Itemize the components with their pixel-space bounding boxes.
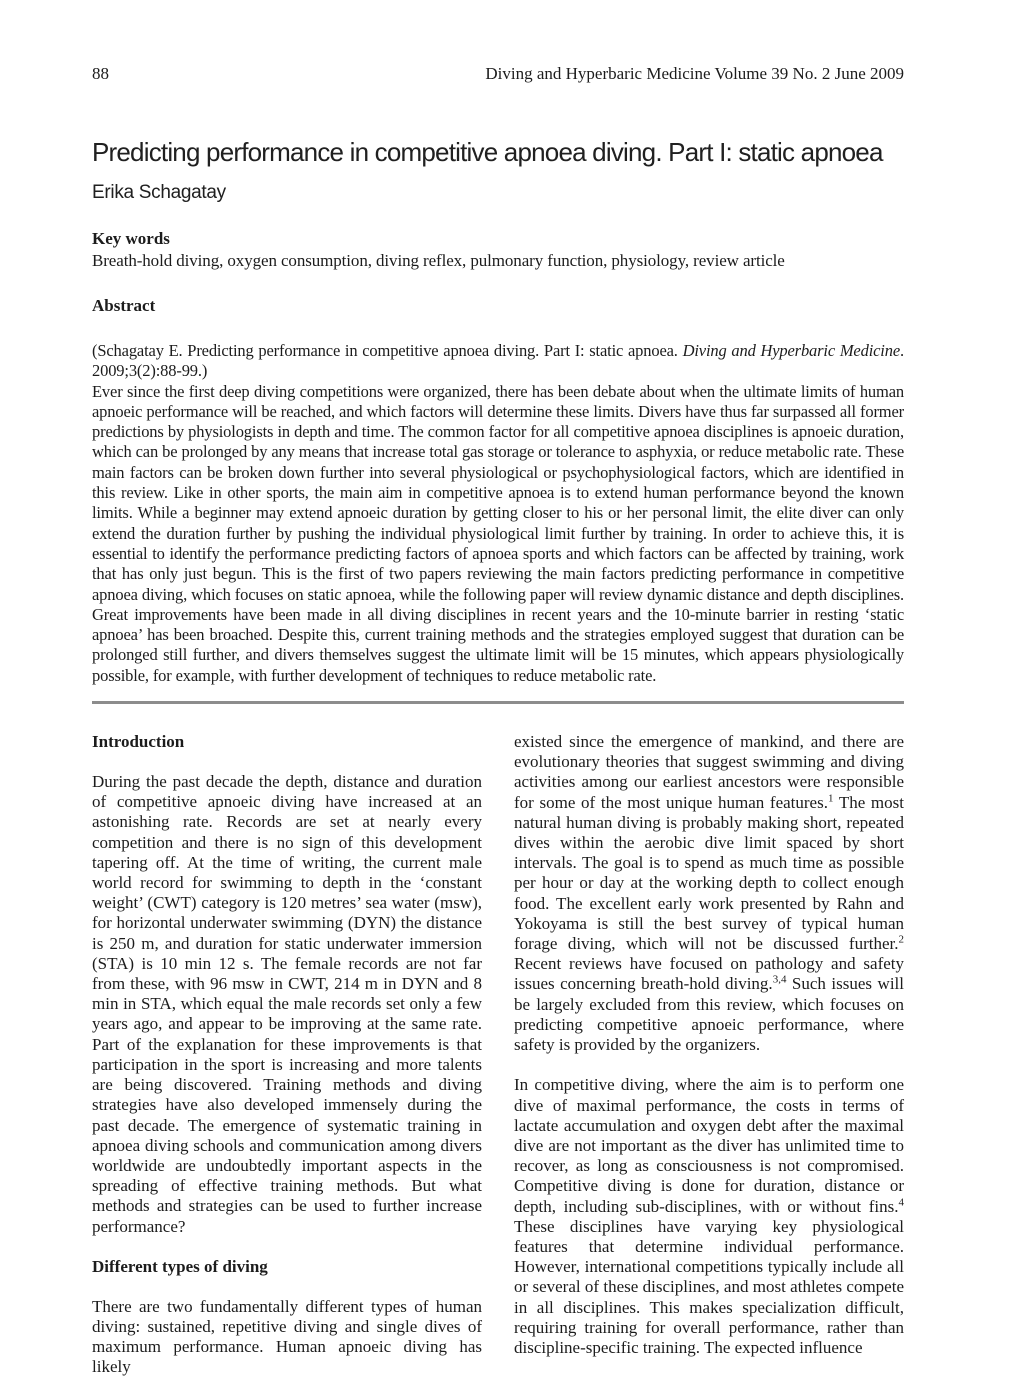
- citation-journal-italic: Diving and Hyperbaric Medicine: [682, 341, 901, 360]
- reference-superscript: 3,4: [772, 973, 787, 986]
- paragraph-text: Recent reviews have focused on pathology and safety issues concerning breath-hold diving.: [514, 954, 904, 994]
- section-divider-rule: [92, 701, 904, 704]
- journal-title-header: Diving and Hyperbaric Medicine Volume 39 No. 2 June 2009: [485, 64, 904, 83]
- paragraph-text: existed since the emergence of mankind, and there are evolutionary theories that suggest swimming and diving activities among our earliest ancestors were responsible for some of the most unique human features.: [514, 732, 904, 812]
- reference-superscript: 2: [898, 933, 904, 946]
- right-column: [514, 732, 904, 1397]
- abstract-heading: Abstract: [92, 296, 156, 315]
- body-paragraph: [92, 772, 482, 1237]
- section-heading: Different types of diving: [92, 1256, 268, 1276]
- paragraph-text: These disciplines have varying key physiological features that determine individual performance. However, international competitions typically include all or several of these disciplines, and most athletes compete in all disciplines. This makes specialization difficult, requiring training for overall performance, rather than discipline-specific training. The expected influence: [514, 1216, 904, 1357]
- article-title: Predicting performance in competitive apnoea diving. Part I: static apnoea: [92, 137, 883, 167]
- author-name: Erika Schagatay: [92, 182, 226, 203]
- body-paragraph: [514, 1075, 904, 1358]
- paragraph-text: Such issues will be largely excluded from this review, which focuses on predicting competitive apnoeic performance, where safety is provided by the organizers.: [514, 974, 904, 1055]
- left-column: [92, 732, 482, 1397]
- paragraph-text: In competitive diving, where the aim is to perform one dive of maximal performance, the costs in terms of lactate accumulation and oxygen debt after the maximal dive are not important as the diver has unlimited time to recover, as long as consciousness is not compromised. Competitive diving is done for duration, distance or depth, including sub-disciplines, with or without fins.: [514, 1075, 904, 1216]
- page-number: 88: [92, 64, 109, 83]
- abstract-body: Ever since the first deep diving competitions were organized, there has been debate about when the ultimate limits of human apnoeic performance will be reached, and which factors will determine these limits. Divers have thus far surpassed all former predictions by physiologists in depth and time. The common factor for all competitive apnoea disciplines is apnoeic duration, which can be prolonged by any means that increase total gas storage or tolerance to asphyxia, or reduce metabolic rate. These main factors can be broken down further into several physiological or psychophysiological factors, which are identified in this review. Like in other sports, the main aim in competitive apnoea is to extend human performance beyond the known limits. While a beginner may extend apnoeic duration by getting closer to his or her personal limit, the elite diver can only extend the duration further by pushing the individual physiological limit further by training. In order to achieve this, it is essential to identify the performance predicting factors of apnoea sports and which factors can be affected by training, work that has only just begun. This is the first of two papers reviewing the main factors predicting performance in competitive apnoea diving, which focuses on static apnoea, while the following paper will review dynamic distance and depth disciplines. Great improvements have been made in all diving disciplines in recent years and the 10-minute barrier in resting ‘static apnoea’ has been broached. Despite this, current training methods and the strategies employed suggest that duration can be prolonged still further, and divers themselves suggest the ultimate limit will be 15 minutes, which appears physiologically possible, for example, with further development of techniques to reduce metabolic rate.: [92, 381, 904, 685]
- reference-superscript: 4: [898, 1195, 904, 1208]
- body-paragraph: [92, 1297, 482, 1378]
- keywords-text: Breath-hold diving, oxygen consumption, diving reflex, pulmonary function, physiology, review article: [92, 251, 785, 270]
- paragraph-text: The most natural human diving is probably making short, repeated dives within the aerobic dive limit spaced by short intervals. The goal is to spend as much time as possible per hour or day at the working depth to collect enough food. The excellent early work presented by Rahn and Yokoyama is still the best survey of typical human forage diving, which will not be discussed further.: [514, 792, 904, 954]
- two-column-body: [92, 732, 904, 1397]
- citation-suffix: . 2009;3(2):88-99.): [92, 341, 904, 381]
- paragraph-text: There are two fundamentally different types of human diving: sustained, repetitive diving and single dives of maximum performance. Human apnoeic diving has likely: [92, 1296, 482, 1377]
- article-content: [92, 0, 904, 1398]
- keywords-heading: Key words: [92, 229, 170, 248]
- body-paragraph: [514, 732, 904, 1055]
- reference-superscript: 1: [827, 792, 834, 804]
- section-heading: Introduction: [92, 732, 185, 752]
- abstract-citation: [92, 341, 904, 382]
- paragraph-text: During the past decade the depth, distance and duration of competitive apnoeic diving have increased at an astonishing rate. Records are set at nearly every competition and there is no sign of this development tapering off. At the time of writing, the current male world record for swimming to depth in the ‘constant weight’ (CWT) category is 120 metres’ sea water (msw), for horizontal underwater swimming (DYN) the distance is 250 m, and duration for static underwater immersion (STA) is 10 min 12 s. The female records are not far from these, with 96 msw in CWT, 214 m in DYN and 8 min in STA, which equal the male records set only a few years ago, and appear to be improving at the same rate. Part of the explanation for these improvements is that participation in the sport is increasing and more talents are being discovered. Training methods and diving strategies have also developed immensely during the past decade. The emergence of systematic training in apnoea diving schools and communication among divers worldwide are undoubtedly important aspects in the spreading of effective training methods. But what methods and strategies can be used to further increase performance?: [92, 772, 482, 1236]
- running-header: [92, 64, 904, 84]
- citation-prefix: (Schagatay E. Predicting performance in competitive apnoea diving. Part I: static apnoea.: [92, 341, 683, 360]
